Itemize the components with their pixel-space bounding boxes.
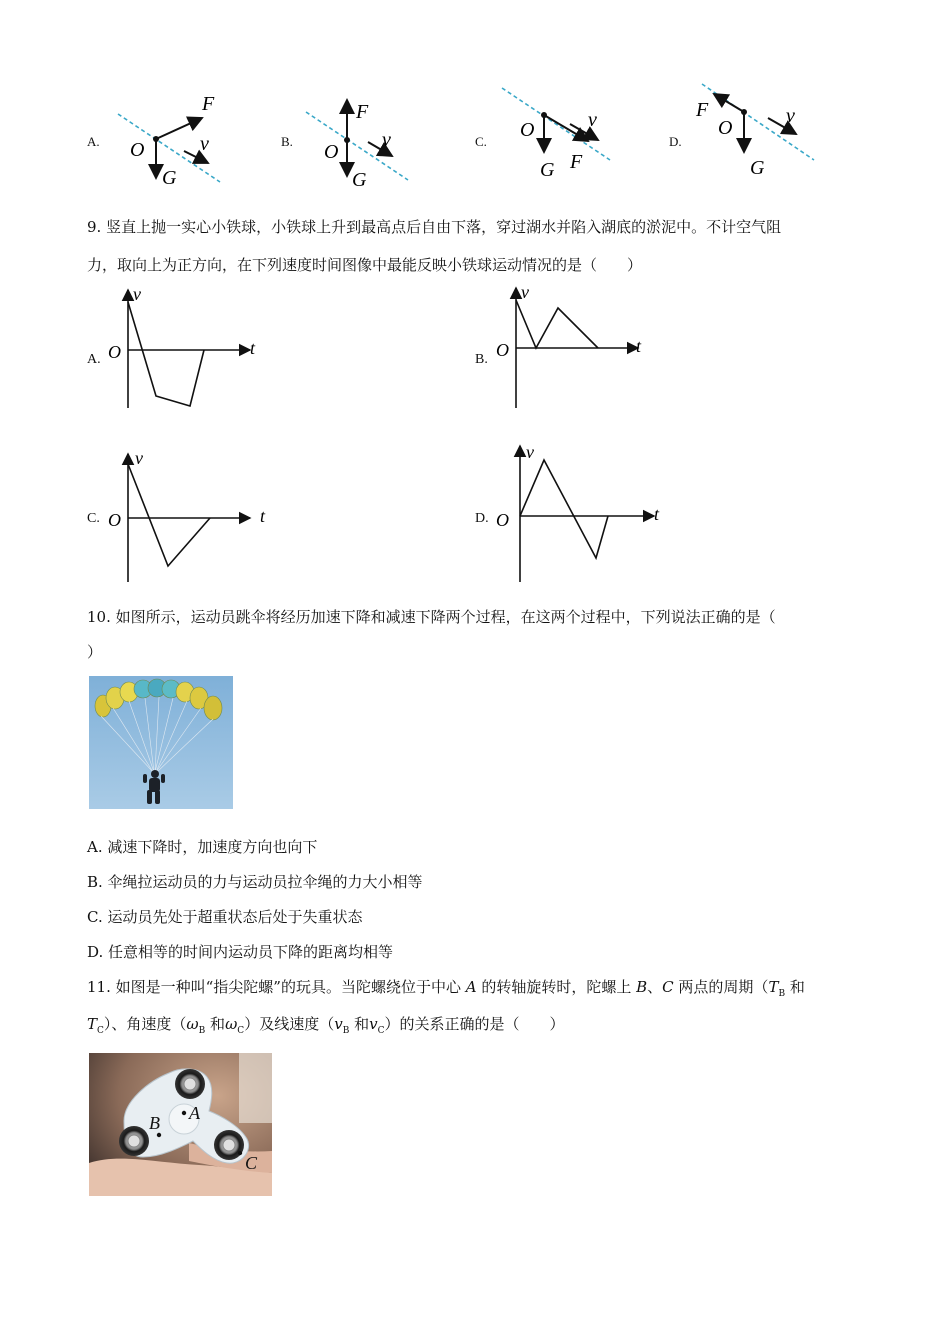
- svg-text:t: t: [250, 338, 256, 358]
- q10-stem-line-1: 10. 如图所示，运动员跳伞将经历加速下降和减速下降两个过程，在这两个过程中，下列说法正确的是（: [87, 608, 776, 626]
- svg-text:C: C: [245, 1153, 258, 1173]
- svg-text:t: t: [636, 336, 642, 356]
- q9-stem-line-1: 9. 竖直上抛一实心小铁球，小铁球上升到最高点后自由下落，穿过湖水并陷入湖底的淤泥中。不计空气阻: [87, 218, 782, 236]
- gravity-label: G: [162, 167, 177, 188]
- q8-diagram-d: [692, 82, 822, 182]
- force-f-label: F: [696, 99, 709, 121]
- svg-text:O: O: [496, 340, 509, 360]
- q9-graph-d: [488, 440, 668, 588]
- gravity-label: G: [540, 159, 555, 181]
- q11-stem-line-2: $T_C$）、角速度（$\omega_B$ 和$\omega_C$）及线速度（$v_B$ 和$v_C$）的关系正确的是（ ）: [87, 1015, 565, 1036]
- q8-diagram-a: [110, 88, 230, 188]
- svg-text:v: v: [135, 448, 143, 468]
- q9-graph-b-label: B.: [475, 352, 488, 367]
- q8-option-a-label: A.: [87, 134, 100, 149]
- svg-text:t: t: [260, 506, 266, 526]
- q8-option-b-label: B.: [281, 134, 293, 149]
- velocity-label: v: [382, 129, 391, 151]
- svg-text:v: v: [526, 442, 534, 462]
- gravity-label: G: [750, 157, 765, 179]
- q9-graph-c-label: C.: [87, 511, 100, 526]
- force-f-label: F: [570, 151, 583, 173]
- q9-stem-line-2: 力，取向上为正方向，在下列速度时间图像中最能反映小铁球运动情况的是（ ）: [87, 256, 643, 274]
- q8-diagram-c: [498, 84, 618, 184]
- gravity-label: G: [352, 169, 367, 191]
- svg-text:O: O: [108, 342, 121, 362]
- force-f-label: F: [356, 101, 369, 123]
- origin-label: O: [324, 141, 339, 163]
- q10-option-d[interactable]: D. 任意相等的时间内运动员下降的距离均相等: [87, 943, 394, 961]
- svg-text:t: t: [654, 504, 660, 524]
- q10-option-c[interactable]: C. 运动员先处于超重状态后处于失重状态: [87, 908, 363, 926]
- q9-graph-a-label: A.: [87, 352, 101, 367]
- q10-option-b[interactable]: B. 伞绳拉运动员的力与运动员拉伞绳的力大小相等: [87, 873, 423, 891]
- velocity-label: v: [786, 105, 795, 127]
- q9-graph-a: [100, 284, 270, 414]
- svg-text:B: B: [149, 1113, 160, 1133]
- origin-label: O: [130, 139, 145, 161]
- svg-text:v: v: [521, 282, 529, 302]
- velocity-label: v: [200, 133, 209, 155]
- fidget-spinner-photo: [89, 1053, 272, 1196]
- q8-option-d-label: D.: [669, 134, 682, 149]
- svg-text:v: v: [133, 284, 141, 304]
- q8-diagram-b: [300, 92, 420, 192]
- q10-stem-line-2: ）: [87, 643, 103, 661]
- parachute-photo: [89, 676, 233, 809]
- q10-option-a[interactable]: A. 减速下降时，加速度方向也向下: [87, 838, 318, 856]
- q8-option-c-label: C.: [475, 134, 487, 149]
- force-f-label: F: [202, 93, 215, 115]
- q9-graph-d-label: D.: [475, 511, 489, 526]
- svg-text:A: A: [189, 1103, 200, 1123]
- origin-label: O: [718, 117, 733, 139]
- velocity-label: v: [588, 109, 597, 131]
- q11-stem-line-1: 11. 如图是一种叫“指尖陀螺”的玩具。当陀螺绕位于中心 A 的转轴旋转时，陀螺上 B、C 两点的周期（$T_B$ 和: [87, 978, 805, 999]
- svg-text:O: O: [496, 510, 509, 530]
- origin-label: O: [520, 119, 535, 141]
- svg-text:O: O: [108, 510, 121, 530]
- q9-graph-b: [488, 282, 658, 412]
- q9-graph-c: [100, 448, 270, 588]
